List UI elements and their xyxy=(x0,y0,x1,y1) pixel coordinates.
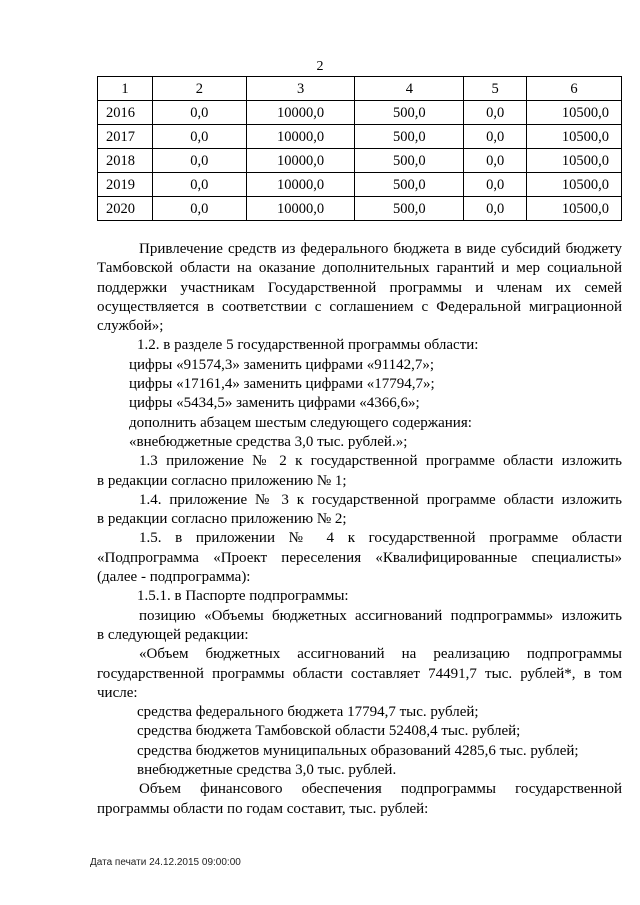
table-cell: 0,0 xyxy=(464,101,527,125)
table-header-row xyxy=(98,77,622,101)
funding-line: средства бюджета Тамбовской области 52408,4 тыс. рублей; xyxy=(137,723,521,740)
table-cell: 10000,0 xyxy=(246,125,355,149)
table-header-cell: 5 xyxy=(464,77,527,101)
table-cell-year: 2018 xyxy=(98,149,153,173)
paragraph-line: Привлечение средств из федерального бюджета в виде субсидий бюджету xyxy=(139,241,622,257)
addition-line: дополнить абзацем шестым следующего содержания: xyxy=(129,414,472,431)
funding-line: внебюджетные средства 3,0 тыс. рублей. xyxy=(137,762,397,779)
print-date-footer: Дата печати 24.12.2015 09:00:00 xyxy=(90,857,241,868)
section-1-5-line: (далее - подпрограмма): xyxy=(97,569,251,586)
replacement-line: цифры «91574,3» заменить цифрами «91142,7»; xyxy=(129,356,435,373)
table-cell: 0,0 xyxy=(152,101,246,125)
table-cell: 0,0 xyxy=(152,149,246,173)
paragraph-line: поддержки участникам Государственной программы и членам их семей xyxy=(97,279,622,296)
paragraph-line: Тамбовской области на оказание дополнительных гарантий и мер социальной xyxy=(97,260,622,277)
table-cell: 0,0 xyxy=(464,149,527,173)
table-cell: 500,0 xyxy=(355,149,464,173)
table-cell-year: 2020 xyxy=(98,197,153,221)
replacement-line: цифры «5434,5» заменить цифрами «4366,6»; xyxy=(129,395,420,412)
table-cell: 0,0 xyxy=(152,173,246,197)
funding-line: средства федерального бюджета 17794,7 тыс. рублей; xyxy=(137,704,479,721)
position-line: в следующей редакции: xyxy=(97,626,249,643)
table-cell: 10000,0 xyxy=(246,149,355,173)
table-header-cell: 1 xyxy=(98,77,153,101)
section-1-5-1: 1.5.1. в Паспорте подпрограммы: xyxy=(137,588,349,605)
table-cell: 10500,0 xyxy=(527,197,622,221)
section-1-5-line: 1.5. в приложении № 4 к государственной программе области xyxy=(139,530,622,547)
table-cell: 0,0 xyxy=(464,173,527,197)
table-cell-year: 2017 xyxy=(98,125,153,149)
volume-line: государственной программы области составляет 74491,7 тыс. рублей*, в том xyxy=(97,665,622,682)
table-cell: 0,0 xyxy=(464,197,527,221)
page-number: 2 xyxy=(316,59,324,74)
table-header-cell: 2 xyxy=(152,77,246,101)
table-cell: 10500,0 xyxy=(527,101,622,125)
table-cell: 0,0 xyxy=(152,197,246,221)
table-cell: 10000,0 xyxy=(246,197,355,221)
section-1-5-line: «Подпрограмма «Проект переселения «Квалифицированные специалисты» xyxy=(97,549,622,566)
addition-quote: «внебюджетные средства 3,0 тыс. рублей.»; xyxy=(129,433,408,450)
funding-line: средства бюджетов муниципальных образований 4285,6 тыс. рублей; xyxy=(137,742,579,759)
volume-line: «Объем бюджетных ассигнований на реализацию подпрограммы xyxy=(139,646,622,663)
table-cell-year: 2019 xyxy=(98,173,153,197)
section-1-2: 1.2. в разделе 5 государственной программы области: xyxy=(137,337,479,354)
table-row xyxy=(98,101,622,125)
financing-line: программы области по годам составит, тыс. рублей: xyxy=(97,800,429,817)
section-1-3-line: 1.3 приложение № 2 к государственной программе области изложить xyxy=(139,453,622,470)
table-cell: 500,0 xyxy=(355,125,464,149)
table-cell: 0,0 xyxy=(464,125,527,149)
position-line: позицию «Объемы бюджетных ассигнований подпрограммы» изложить xyxy=(139,607,622,624)
replacement-line: цифры «17161,4» заменить цифрами «17794,7»; xyxy=(129,376,435,393)
table-cell: 10500,0 xyxy=(527,125,622,149)
table-header-cell: 6 xyxy=(527,77,622,101)
table-cell: 10500,0 xyxy=(527,173,622,197)
table-cell: 0,0 xyxy=(152,125,246,149)
table-row xyxy=(98,173,622,197)
table-cell-year: 2016 xyxy=(98,101,153,125)
table-cell: 10500,0 xyxy=(527,149,622,173)
volume-line: числе: xyxy=(97,684,138,701)
paragraph-line: осуществляется в соответствии с соглашением с Федеральной миграционной xyxy=(97,298,622,315)
document-body xyxy=(97,240,622,819)
funding-table xyxy=(97,76,622,221)
table-cell: 500,0 xyxy=(355,197,464,221)
table-header-cell: 3 xyxy=(246,77,355,101)
table-row xyxy=(98,197,622,221)
section-1-4-line: 1.4. приложение № 3 к государственной программе области изложить xyxy=(139,491,622,508)
table-cell: 10000,0 xyxy=(246,173,355,197)
financing-line: Объем финансового обеспечения подпрограммы государственной xyxy=(139,781,622,798)
table-row xyxy=(98,149,622,173)
section-1-3-line: в редакции согласно приложению № 1; xyxy=(97,472,347,489)
table-header-cell: 4 xyxy=(355,77,464,101)
table-row xyxy=(98,125,622,149)
paragraph-line: службой»; xyxy=(97,318,164,335)
section-1-4-line: в редакции согласно приложению № 2; xyxy=(97,511,347,528)
table-cell: 500,0 xyxy=(355,173,464,197)
table-cell: 10000,0 xyxy=(246,101,355,125)
table-cell: 500,0 xyxy=(355,101,464,125)
